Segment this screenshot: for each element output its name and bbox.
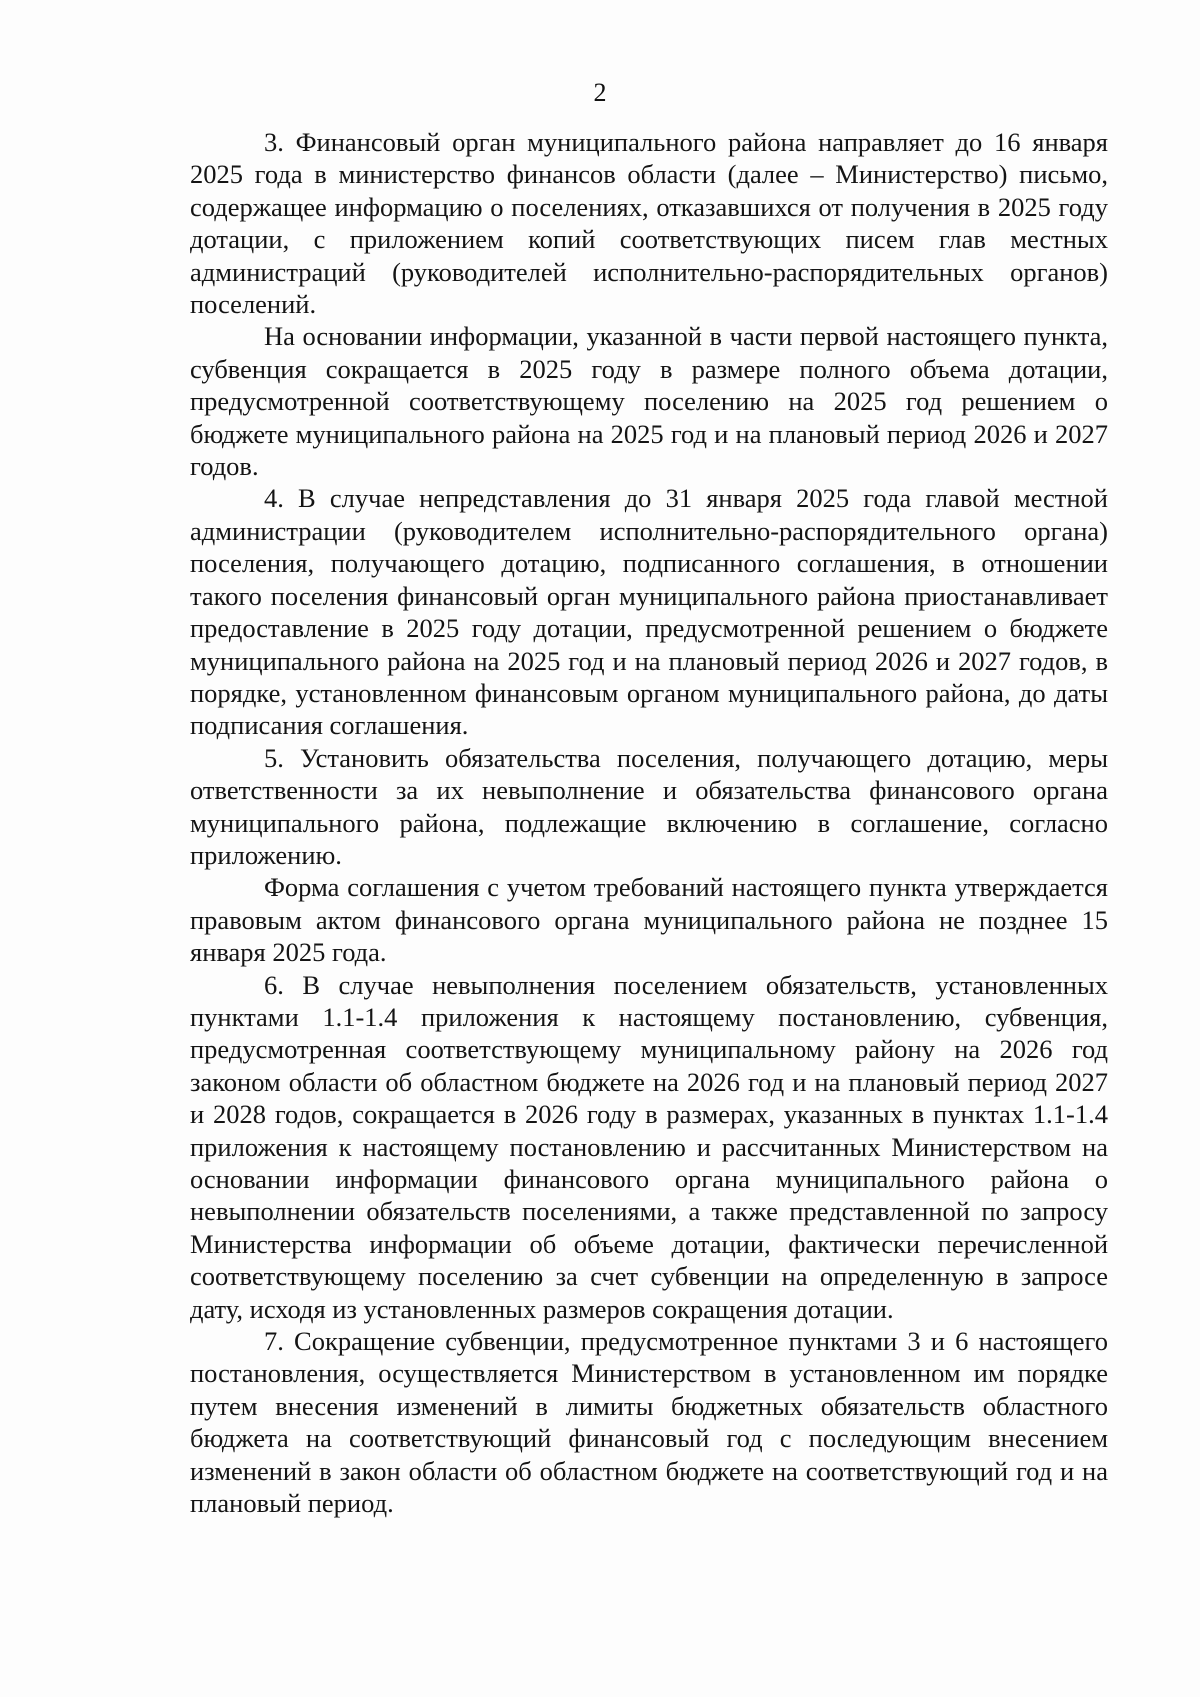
paragraph-item-7: 7. Сокращение субвенции, предусмотренное пунктами 3 и 6 настоящего постановления, осуществляется Министерством в установленном им порядке путем внесения изменений в лимиты бюджетных обязательств областного бюджета на соответствующий финансовый год с последующим внесением изменений в закон области об областном бюджете на соответствующий год и на плановый период.	[190, 1326, 1108, 1519]
paragraph-item-3: 3. Финансовый орган муниципального района направляет до 16 января 2025 года в министерство финансов области (далее – Министерство) письмо, содержащее информацию о поселениях, отказавшихся от получения в 2025 году дотации, с приложением копий соответствующих писем глав местных администраций (руководителей исполнительно-распорядительных органов) поселений.	[190, 127, 1108, 320]
page-number: 2	[593, 78, 607, 107]
document-body	[190, 126, 1108, 1519]
paragraph-item-5-part-2: Форма соглашения с учетом требований настоящего пункта утверждается правовым актом финансового органа муниципального района не позднее 15 января 2025 года.	[190, 872, 1108, 968]
paragraph-item-4: 4. В случае непредставления до 31 января 2025 года главой местной администрации (руководителем исполнительно-распорядительного органа) поселения, получающего дотацию, подписанного соглашения, в отношении такого поселения финансовый орган муниципального района приостанавливает предоставление в 2025 году дотации, предусмотренной решением о бюджете муниципального района на 2025 год и на плановый период 2026 и 2027 годов, в порядке, установленном финансовым органом муниципального района, до даты подписания соглашения.	[190, 483, 1108, 741]
paragraph-item-5: 5. Установить обязательства поселения, получающего дотацию, меры ответственности за их невыполнение и обязательства финансового органа муниципального района, подлежащие включению в соглашение, согласно приложению.	[190, 742, 1108, 870]
paragraph-item-3-part-2: На основании информации, указанной в части первой настоящего пункта, субвенция сокращается в 2025 году в размере полного объема дотации, предусмотренной соответствующему поселению на 2025 год решением о бюджете муниципального района на 2025 год и на плановый период 2026 и 2027 годов.	[190, 321, 1108, 482]
paragraph-item-6: 6. В случае невыполнения поселением обязательств, установленных пунктами 1.1-1.4 приложения к настоящему постановлению, субвенция, предусмотренная соответствующему муниципальному району на 2026 год законом области об областном бюджете на 2026 год и на плановый период 2027 и 2028 годов, сокращается в 2026 году в размерах, указанных в пунктах 1.1-1.4 приложения к настоящему постановлению и рассчитанных Министерством на основании информации финансового органа муниципального района о невыполнении обязательств поселениями, а также представленной по запросу Министерства информации об объеме дотации, фактически перечисленной соответствующему поселению за счет субвенции на определенную в запросе дату, исходя из установленных размеров сокращения дотации.	[190, 969, 1108, 1324]
